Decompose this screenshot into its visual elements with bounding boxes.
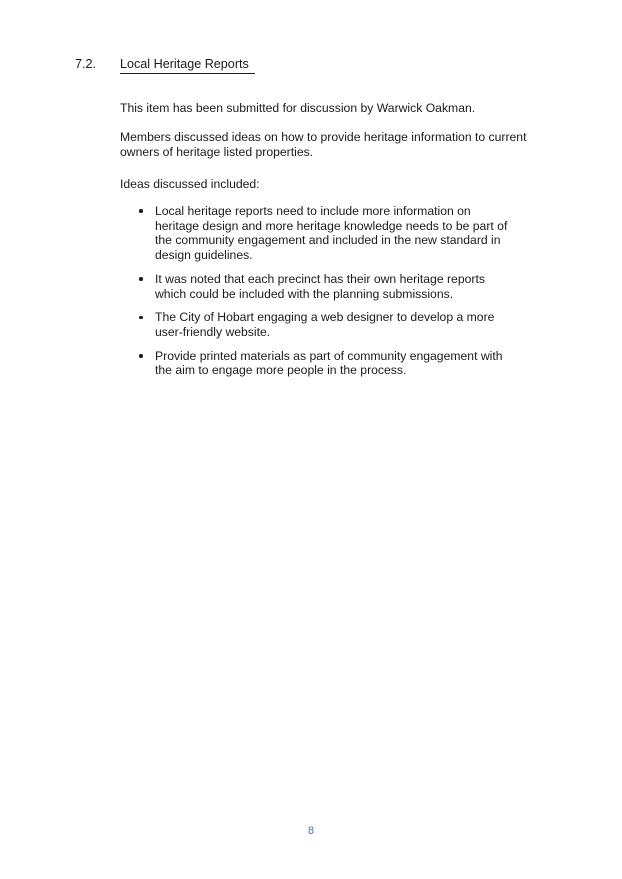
section-heading: [75, 57, 622, 74]
list-item: [120, 204, 515, 263]
bullet-list: [120, 204, 515, 378]
bullet-icon: [139, 354, 143, 358]
list-item: [120, 272, 515, 301]
page-number: 8: [307, 825, 315, 837]
list-item: [120, 310, 515, 339]
page-footer: [0, 825, 622, 838]
paragraph-ideas-intro: Ideas discussed included:: [120, 177, 260, 191]
paragraph-members-discussed: Members discussed ideas on how to provide heritage information to current owners of heritage listed properties.: [120, 130, 527, 159]
section-number: 7.2.: [75, 57, 97, 71]
list-item: [120, 349, 515, 378]
paragraph-submitted-by: This item has been submitted for discussion by Warwick Oakman.: [120, 101, 476, 115]
section-title: Local Heritage Reports: [120, 57, 255, 74]
list-item-text: The City of Hobart engaging a web designer to develop a more user-friendly website.: [155, 310, 495, 339]
list-item-text: Local heritage reports need to include more information on heritage design and more heritage knowledge needs to be part of the community engagement and included in the new standard in design guidelines.: [155, 204, 508, 263]
bullet-icon: [139, 316, 143, 320]
bullet-icon: [139, 209, 143, 213]
bullet-icon: [139, 277, 143, 281]
list-item-text: It was noted that each precinct has their own heritage reports which could be included with the planning submissions.: [155, 271, 485, 301]
list-item-text: Provide printed materials as part of community engagement with the aim to engage more people in the process.: [155, 348, 503, 378]
